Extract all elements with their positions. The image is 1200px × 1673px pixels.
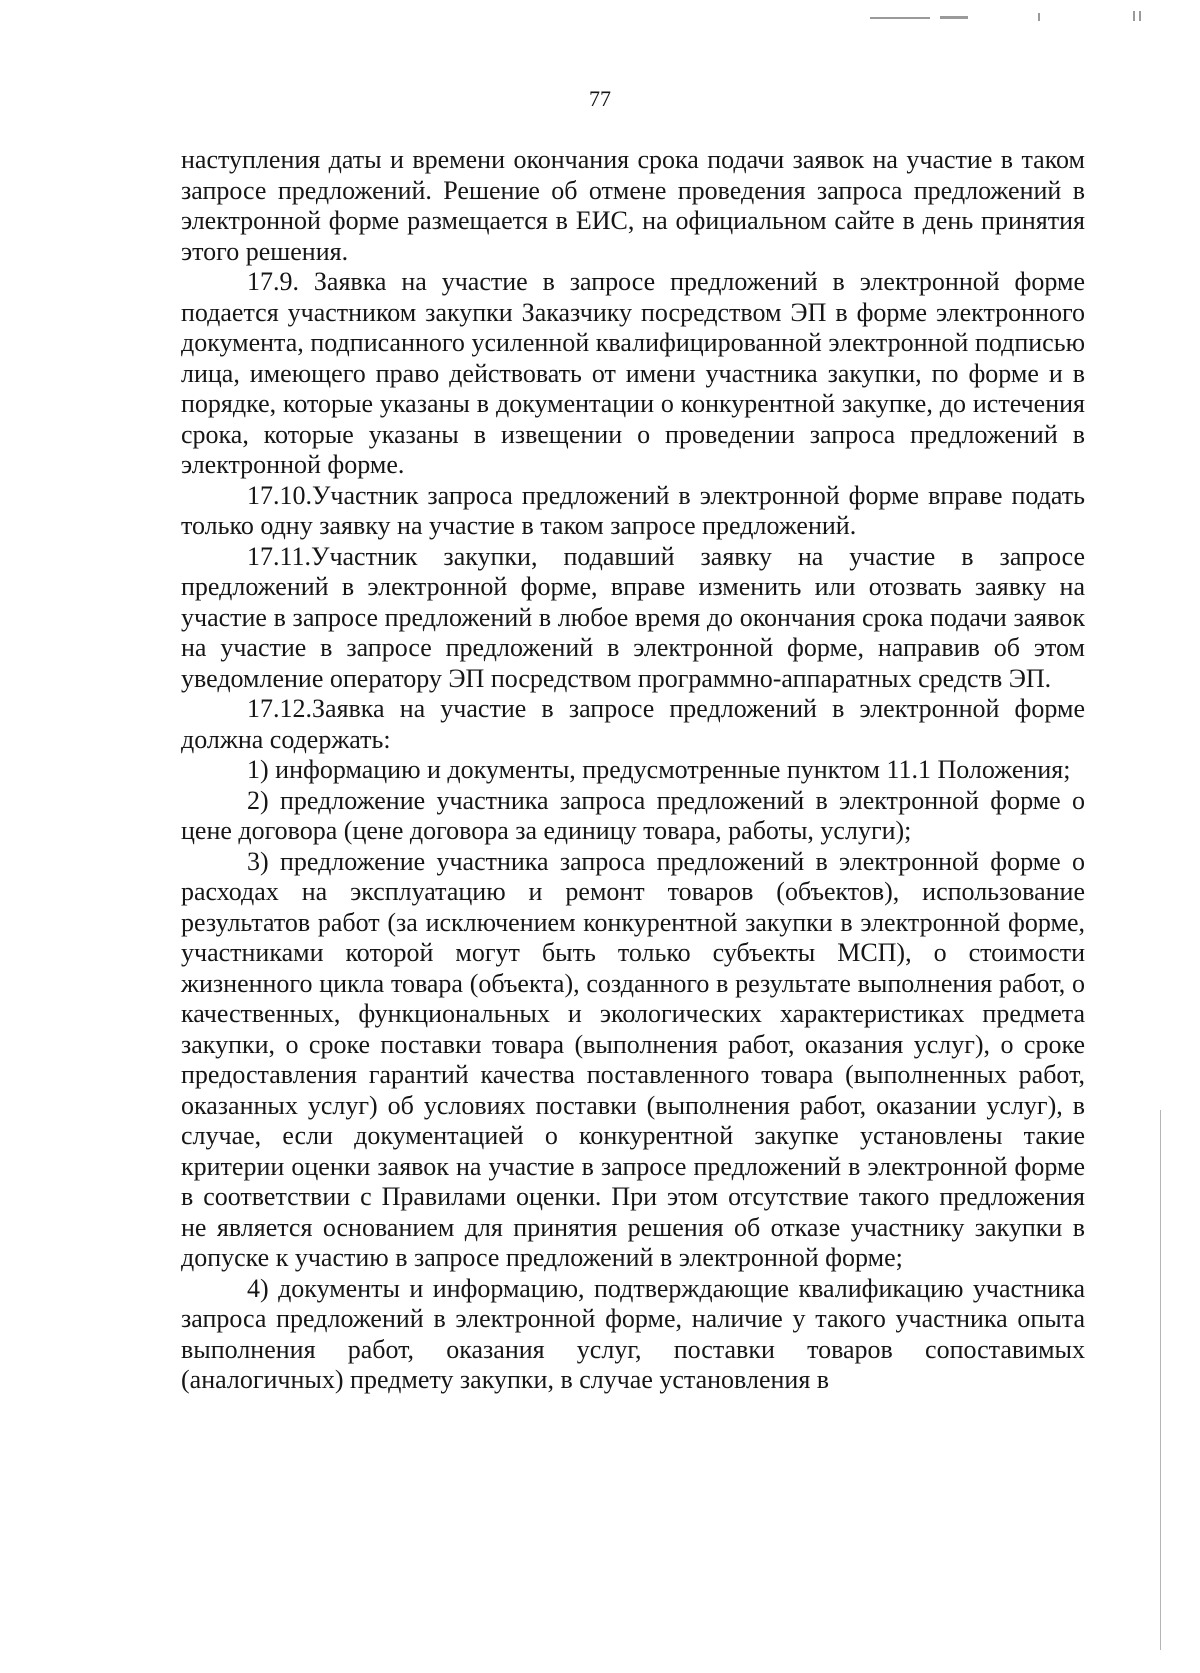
paragraph-continuation: наступления даты и времени окончания срока подачи заявок на участие в таком запросе предложений. Решение об отмене проведения запроса предложений в электронной форме размещается в ЕИС, на официальном сайте в день принятия этого решения. bbox=[181, 145, 1085, 266]
document-body bbox=[181, 145, 1085, 1396]
scan-artifact-mark bbox=[1038, 13, 1040, 21]
paragraph-17-12: 17.12.Заявка на участие в запросе предложений в электронной форме должна содержать: bbox=[181, 694, 1085, 754]
paragraph-17-9: 17.9. Заявка на участие в запросе предложений в электронной форме подается участником закупки Заказчику посредством ЭП в форме электронного документа, подписанного усиленной квалифицированной электронной подписью лица, имеющего право действовать от имени участника закупки, по форме и в порядке, которые указаны в документации о конкурентной закупке, до истечения срока, которые указаны в извещении о проведении запроса предложений в электронной форме. bbox=[181, 267, 1085, 479]
scan-artifact-mark bbox=[870, 17, 930, 19]
list-item-1: 1) информацию и документы, предусмотренные пунктом 11.1 Положения; bbox=[247, 755, 1071, 784]
page-number: 77 bbox=[589, 86, 611, 111]
scan-artifact-mark bbox=[1139, 11, 1141, 21]
scan-edge-line bbox=[1160, 1110, 1161, 1650]
paragraph-17-11: 17.11.Участник закупки, подавший заявку на участие в запросе предложений в электронной форме, вправе изменить или отозвать заявку на участие в запросе предложений в любое время до окончания срока подачи заявок на участие в запросе предложений в электронной форме, направив об этом уведомление оператору ЭП посредством программно-аппаратных средств ЭП. bbox=[181, 541, 1085, 693]
scan-artifact-mark bbox=[940, 16, 968, 19]
scan-artifact-mark bbox=[1133, 11, 1135, 21]
list-item-2: 2) предложение участника запроса предложений в электронной форме о цене договора (цене договора за единицу товара, работы, услуги); bbox=[181, 785, 1085, 845]
list-item-3: 3) предложение участника запроса предложений в электронной форме о расходах на эксплуатацию и ремонт товаров (объектов), использование результатов работ (за исключением конкурентной закупки в электронной форме, участниками которой могут быть только субъекты МСП), о стоимости жизненного цикла товара (объекта), созданного в результате выполнения работ, о качественных, функциональных и экологических характеристиках предмета закупки, о сроке поставки товара (выполнения работ, оказания услуг), о сроке предоставления гарантий качества поставленного товара (выполненных работ, оказанных услуг) об условиях поставки (выполнения работ, оказании услуг), в случае, если документацией о конкурентной закупке установлены такие критерии оценки заявок на участие в запросе предложений в электронной форме в соответствии с Правилами оценки. При этом отсутствие такого предложения не является основанием для принятия решения об отказе участнику закупки в допуске к участию в запросе предложений в электронной форме; bbox=[181, 846, 1085, 1272]
paragraph-17-10: 17.10.Участник запроса предложений в электронной форме вправе подать только одну заявку на участие в таком запросе предложений. bbox=[181, 480, 1085, 540]
list-item-4: 4) документы и информацию, подтверждающие квалификацию участника запроса предложений в электронной форме, наличие у такого участника опыта выполнения работ, оказания услуг, поставки товаров сопоставимых (аналогичных) предмету закупки, в случае установления в bbox=[181, 1273, 1085, 1394]
